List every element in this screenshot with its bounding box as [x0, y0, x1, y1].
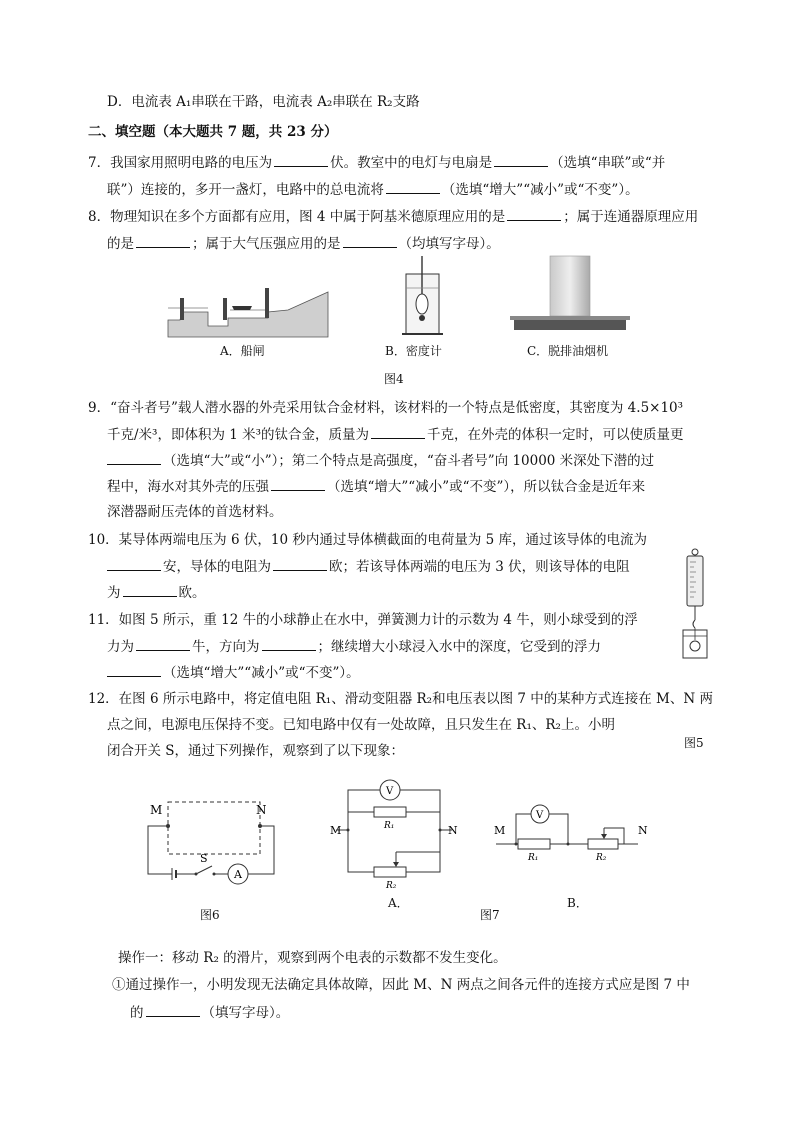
- fig6-title: 图6: [200, 908, 220, 922]
- q10-line3: 为 欧。: [107, 582, 206, 603]
- fig6-ammeter-label: A: [234, 868, 242, 881]
- fig4-title: 图4: [384, 372, 404, 386]
- figure-7b-circuit: [488, 796, 658, 866]
- fig7b-label-r2: R₂: [596, 853, 607, 863]
- q12-line1: 12．在图 6 所示电路中，将定值电阻 R₁、滑动变阻器 R₂和电压表以图 7 中的某种方式连接在 M、N 两: [88, 691, 713, 707]
- operation-1-question-line1: ①通过操作一，小明发现无法确定具体故障，因此 M、N 两点之间各元件的连接方式应是图 7 中: [112, 977, 690, 993]
- q8-line1: 8．物理知识在多个方面都有应用，图 4 中属于阿基米德原理应用的是 ；属于连通器原理应用: [88, 206, 698, 227]
- q12-line3: 闭合开关 S，通过下列操作，观察到了以下现象：: [107, 743, 405, 759]
- answer-blank[interactable]: [107, 556, 161, 571]
- answer-blank[interactable]: [136, 636, 190, 651]
- answer-blank[interactable]: [343, 233, 397, 248]
- fig7a-voltmeter-label: V: [386, 786, 394, 797]
- figure-4-range-hood: [510, 256, 630, 336]
- answer-blank[interactable]: [386, 179, 440, 194]
- q9-line2: 千克/米³，即体积为 1 米³的钛合金，质量为 千克，在外壳的体积一定时，可以使质量更: [107, 424, 684, 445]
- answer-blank[interactable]: [494, 152, 548, 167]
- fig4-caption-c: C．脱排油烟机: [527, 344, 609, 358]
- q11-line2: 力为 牛，方向为 ；继续增大小球浸入水中的深度，它受到的浮力: [107, 636, 601, 657]
- fig7a-label-r1: R₁: [384, 821, 395, 831]
- answer-blank[interactable]: [273, 556, 327, 571]
- answer-blank[interactable]: [107, 662, 161, 677]
- q9-line4: 程中，海水对其外壳的压强 （选填“增大”“减小”或“不变”），所以钛合金是近年来: [107, 476, 645, 497]
- fig4-caption-a: A．船闸: [220, 344, 265, 358]
- answer-blank[interactable]: [146, 1002, 200, 1017]
- q12-line2: 点之间，电源电压保持不变。已知电路中仅有一处故障，且只发生在 R₁、R₂上。小明: [107, 717, 615, 733]
- fig6-label-m: M: [150, 803, 163, 817]
- fig7a-label-n: N: [448, 824, 458, 837]
- fig6-label-n: N: [256, 803, 267, 817]
- q7-line2: 联”）连接的，多开一盏灯，电路中的总电流将 （选填“增大”“减小”或“不变”）。: [107, 179, 639, 200]
- q9-line5: 深潜器耐压壳体的首选材料。: [107, 504, 283, 520]
- q9-line1: 9．“奋斗者号”载人潜水器的外壳采用钛合金材料，该材料的一个特点是低密度，其密度为 4.5×10³: [88, 400, 684, 416]
- answer-blank[interactable]: [136, 233, 190, 248]
- q11-line1: 11．如图 5 所示，重 12 牛的小球静止在水中，弹簧测力计的示数为 4 牛，则小球受到的浮: [88, 612, 638, 628]
- fig7a-caption: A．: [388, 896, 409, 910]
- fig7a-label-r2: R₂: [386, 881, 397, 891]
- fig7b-voltmeter-label: V: [536, 810, 544, 821]
- answer-blank[interactable]: [274, 152, 328, 167]
- fig7-title: 图7: [480, 908, 500, 922]
- option-d: D．电流表 A₁串联在干路，电流表 A₂串联在 R₂支路: [107, 94, 420, 110]
- q10-line1: 10．某导体两端电压为 6 伏，10 秒内通过导体横截面的电荷量为 5 库，通过该导体的电流为: [88, 532, 647, 548]
- fig7b-label-r1: R₁: [528, 853, 539, 863]
- answer-blank[interactable]: [123, 582, 177, 597]
- figure-4-ship-lock: [168, 282, 328, 337]
- fig4-caption-b: B．密度计: [385, 344, 442, 358]
- fig6-label-s: S: [200, 852, 208, 865]
- figure-6-circuit: [140, 800, 280, 890]
- answer-blank[interactable]: [262, 636, 316, 651]
- q11-line3: （选填“增大”“减小”或“不变”）。: [107, 662, 360, 683]
- fig7a-label-m: M: [330, 824, 342, 837]
- operation-1: 操作一：移动 R₂ 的滑片，观察到两个电表的示数都不发生变化。: [118, 950, 507, 966]
- answer-blank[interactable]: [371, 424, 425, 439]
- q10-line2: 安，导体的电阻为 欧；若该导体两端的电压为 3 伏，则该导体的电阻: [107, 556, 630, 577]
- figure-4-hydrometer: [400, 254, 445, 338]
- q8-line2: 的是 ；属于大气压强应用的是 （均填写字母）。: [107, 233, 500, 254]
- section-heading: 二、填空题（本大题共 7 题，共 23 分）: [88, 124, 338, 140]
- figure-5-spring-scale: [680, 548, 710, 660]
- answer-blank[interactable]: [507, 206, 561, 221]
- fig7b-label-n: N: [638, 824, 648, 837]
- answer-blank[interactable]: [271, 476, 325, 491]
- fig7b-caption: B．: [567, 896, 588, 910]
- q7-line1: 7．我国家用照明电路的电压为 伏。教室中的电灯与电扇是 （选填“串联”或“并: [88, 152, 665, 173]
- answer-blank[interactable]: [107, 450, 161, 465]
- fig7b-label-m: M: [494, 824, 506, 837]
- figure-7a-circuit: [328, 770, 468, 890]
- q9-line3: （选填“大”或“小”）；第二个特点是高强度，“奋斗者号”向 10000 米深处下潜的过: [107, 450, 654, 471]
- fig5-title: 图5: [684, 736, 704, 750]
- operation-1-question-line2: 的 （填写字母）。: [130, 1002, 289, 1023]
